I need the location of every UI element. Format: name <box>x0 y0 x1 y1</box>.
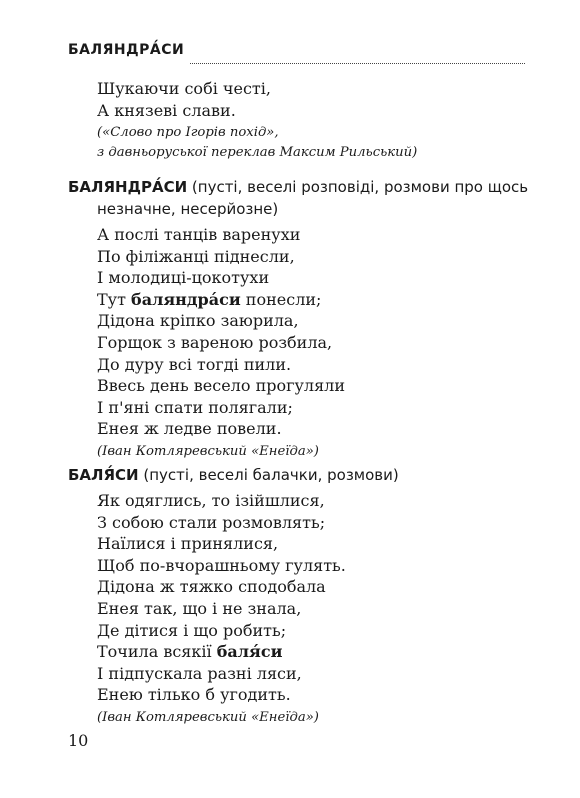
page-number: 10 <box>68 731 89 750</box>
entry-heading <box>0 464 580 486</box>
poem-source: (Іван Котляревський «Енеїда») <box>97 709 319 725</box>
entry-definition: (пусті, веселі розповіді, розмови про щось <box>187 178 529 196</box>
poem-line: По філіжанці піднесли, <box>97 246 295 266</box>
poem-line: Енею тілько б угодить. <box>97 685 291 705</box>
running-header: БАЛЯНДРА́СИ <box>68 42 185 58</box>
poem-line: Дідона кріпко заюрила, <box>97 311 299 331</box>
poem-line: Де дітися і що робить; <box>97 620 287 640</box>
entry-term: БАЛЯ́СИ <box>68 466 139 484</box>
entry-definition-continued: незначне, несерйозне) <box>97 200 279 218</box>
line-text: Точила всякії <box>97 642 217 662</box>
entry-poem <box>0 490 580 706</box>
poem-line: Як одяглись, то ізійшлися, <box>97 491 325 510</box>
poem-line: Енея так, що і не знала, <box>97 598 302 618</box>
entry-definition: (пусті, веселі балачки, розмови) <box>138 466 399 484</box>
intro-poem <box>0 78 580 163</box>
poem-line: Ввесь день весело прогуляли <box>97 376 345 396</box>
poem-line: А князеві слави. <box>97 100 236 120</box>
poem-line: Дідона ж тяжко сподобала <box>97 577 326 597</box>
poem-line: Енея ж ледве повели. <box>97 419 282 439</box>
poem-source: з давньоруської переклав Максим Рильський) <box>97 145 418 161</box>
highlighted-term: баляндра́си <box>131 289 241 309</box>
poem-line: А послі танців варенухи <box>97 225 301 244</box>
poem-line: Щоб по-вчорашньому гулять. <box>97 555 346 575</box>
entry-heading <box>0 176 580 198</box>
poem-line: Горщок з вареною розбила, <box>97 332 333 352</box>
poem-source: («Слово про Ігорів похід», <box>97 125 279 141</box>
poem-line: Наїлися і принялися, <box>97 534 279 554</box>
poem-line: І молодиці-цокотухи <box>97 268 270 288</box>
line-text: Тут <box>97 289 132 309</box>
dictionary-entry-baliandrasy <box>0 176 580 462</box>
dictionary-entry-baliasy <box>0 464 580 728</box>
poem-line: З собою стали розмовлять; <box>97 512 326 532</box>
poem-line-highlight <box>0 289 580 311</box>
entry-poem <box>0 224 580 440</box>
header-dotted-rule <box>190 63 525 64</box>
poem-line: Шукаючи собі честі, <box>97 79 271 98</box>
poem-line: І п'яні спати полягали; <box>97 397 293 417</box>
highlighted-term: баля́си <box>216 642 283 662</box>
entry-term: БАЛЯНДРА́СИ <box>68 178 188 196</box>
poem-line-highlight <box>0 641 580 663</box>
poem-line: До дуру всі тогді пили. <box>97 354 292 374</box>
poem-line: І підпускала разні ляси, <box>97 663 302 683</box>
poem-source: (Іван Котляревський «Енеїда») <box>97 443 319 459</box>
line-text: понесли; <box>240 289 322 309</box>
